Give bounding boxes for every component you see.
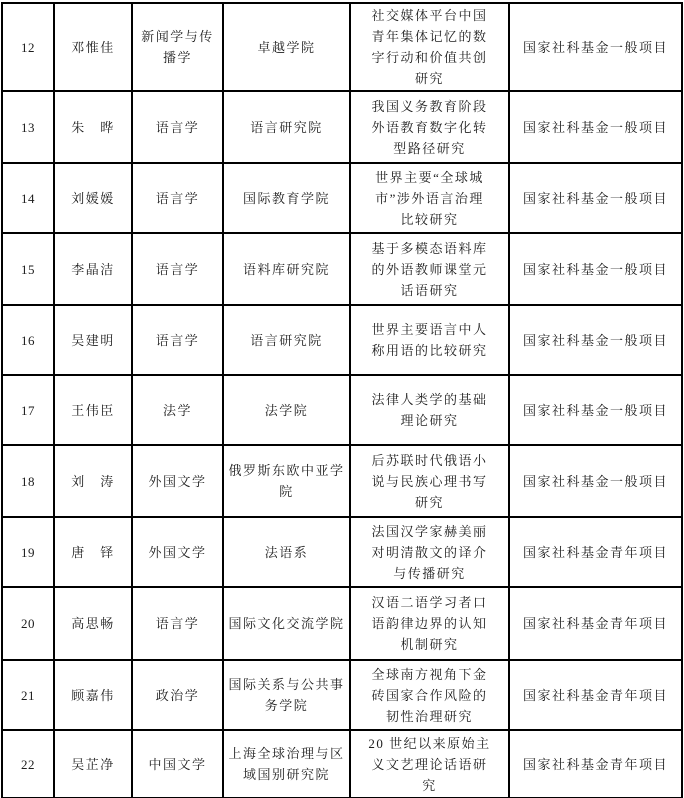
cell-discipline: 语言学 [132,163,223,233]
cell-project-title: 世界主要“全球城市”涉外语言治理比较研究 [350,163,509,233]
cell-discipline: 外国文学 [132,517,223,587]
cell-name: 王伟臣 [54,375,132,445]
cell-department: 卓越学院 [223,3,350,91]
table-row [2,730,682,798]
cell-project-type: 国家社科基金一般项目 [509,163,682,233]
cell-index: 14 [2,163,54,233]
cell-name: 邓惟佳 [54,3,132,91]
cell-project-title: 法律人类学的基础理论研究 [350,375,509,445]
cell-project-title: 我国义务教育阶段外语教育数字化转型路径研究 [350,91,509,163]
cell-discipline: 法学 [132,375,223,445]
cell-discipline: 语言学 [132,587,223,660]
cell-project-title: 20 世纪以来原始主义文艺理论话语研究 [350,730,509,798]
cell-project-type: 国家社科基金一般项目 [509,445,682,517]
cell-discipline: 新闻学与传播学 [132,3,223,91]
cell-department: 国际文化交流学院 [223,587,350,660]
cell-index: 18 [2,445,54,517]
cell-department: 国际关系与公共事务学院 [223,660,350,730]
cell-department: 语料库研究院 [223,233,350,305]
cell-name: 吴建明 [54,305,132,375]
cell-department: 俄罗斯东欧中亚学院 [223,445,350,517]
cell-project-type: 国家社科基金一般项目 [509,91,682,163]
cell-discipline: 政治学 [132,660,223,730]
cell-project-type: 国家社科基金青年项目 [509,517,682,587]
cell-department: 语言研究院 [223,91,350,163]
cell-project-type: 国家社科基金一般项目 [509,375,682,445]
cell-department: 法语系 [223,517,350,587]
cell-project-type: 国家社科基金一般项目 [509,233,682,305]
table-row [2,163,682,233]
cell-discipline: 中国文学 [132,730,223,798]
cell-name: 李晶洁 [54,233,132,305]
cell-project-title: 全球南方视角下金砖国家合作风险的韧性治理研究 [350,660,509,730]
cell-project-type: 国家社科基金青年项目 [509,660,682,730]
cell-department: 语言研究院 [223,305,350,375]
cell-name: 唐 铎 [54,517,132,587]
cell-project-title: 基于多模态语料库的外语教师课堂元话语研究 [350,233,509,305]
table-row [2,91,682,163]
table-row [2,445,682,517]
cell-index: 21 [2,660,54,730]
cell-index: 16 [2,305,54,375]
cell-project-type: 国家社科基金一般项目 [509,305,682,375]
cell-name: 高思畅 [54,587,132,660]
cell-project-title: 世界主要语言中人称用语的比较研究 [350,305,509,375]
projects-table [1,2,683,798]
table-row [2,587,682,660]
cell-discipline: 语言学 [132,233,223,305]
cell-name: 刘 涛 [54,445,132,517]
cell-name: 刘媛媛 [54,163,132,233]
cell-name: 顾嘉伟 [54,660,132,730]
cell-project-title: 法国汉学家赫美丽对明清散文的译介与传播研究 [350,517,509,587]
cell-index: 20 [2,587,54,660]
cell-project-type: 国家社科基金青年项目 [509,587,682,660]
cell-index: 13 [2,91,54,163]
cell-project-type: 国家社科基金一般项目 [509,3,682,91]
cell-discipline: 语言学 [132,305,223,375]
cell-project-title: 后苏联时代俄语小说与民族心理书写研究 [350,445,509,517]
table-row [2,305,682,375]
cell-project-title: 汉语二语学习者口语韵律边界的认知机制研究 [350,587,509,660]
table-row [2,517,682,587]
cell-project-type: 国家社科基金青年项目 [509,730,682,798]
cell-index: 22 [2,730,54,798]
cell-department: 法学院 [223,375,350,445]
cell-discipline: 外国文学 [132,445,223,517]
cell-index: 15 [2,233,54,305]
cell-department: 国际教育学院 [223,163,350,233]
table-row [2,375,682,445]
cell-index: 17 [2,375,54,445]
cell-project-title: 社交媒体平台中国青年集体记忆的数字行动和价值共创研究 [350,3,509,91]
cell-name: 吴芷净 [54,730,132,798]
table-row [2,233,682,305]
cell-department: 上海全球治理与区域国别研究院 [223,730,350,798]
table-row [2,3,682,91]
cell-name: 朱 晔 [54,91,132,163]
cell-index: 19 [2,517,54,587]
cell-index: 12 [2,3,54,91]
table-row [2,660,682,730]
cell-discipline: 语言学 [132,91,223,163]
